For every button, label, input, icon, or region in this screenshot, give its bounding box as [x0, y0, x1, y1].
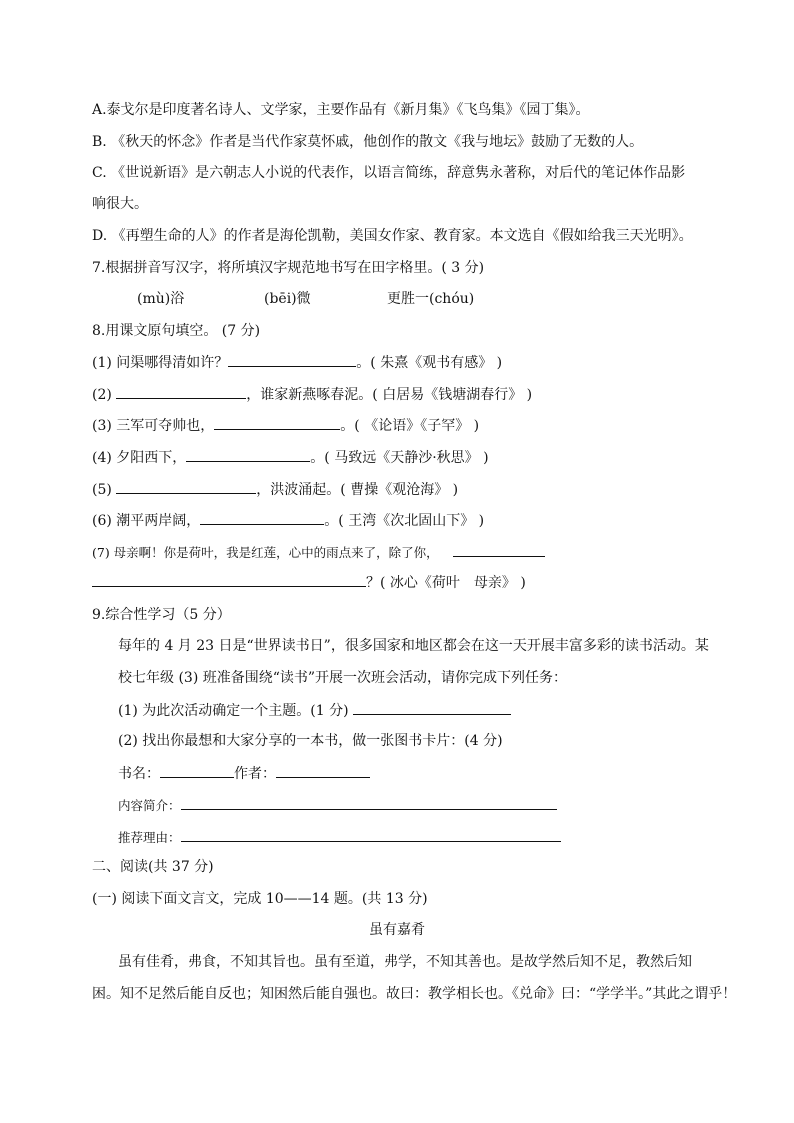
q8-line-7-pre: (7) 母亲啊！你是荷叶，我是红莲，心中的雨点来了，除了你， [92, 545, 439, 560]
section-2-subtitle: (一) 阅读下面文言文，完成 10——14 题。(共 13 分) [92, 891, 428, 907]
q9-task-2: (2) 找出你最想和大家分享的一本书，做一张图书卡片：(4 分) [118, 733, 503, 749]
q8-line-1 [92, 352, 502, 373]
answer-blank[interactable] [200, 510, 324, 525]
q8-line-3-post: 。( 《论语》《子罕》 ) [340, 418, 480, 434]
answer-blank[interactable] [228, 352, 356, 367]
q7-item-2: (bēi)微 [264, 291, 311, 307]
answer-blank[interactable] [186, 447, 310, 462]
q8-line-6-post: 。( 王湾《次北固山下》 ) [324, 513, 485, 529]
q9-reason-row [118, 827, 561, 848]
section-2-title: 二、阅读(共 37 分) [92, 859, 214, 875]
reason-blank[interactable] [181, 827, 561, 842]
q8-line-1-pre: (1) 问渠哪得清如许？ [92, 355, 229, 371]
q9-paragraph-line2: 校七年级 (3) 班准备围绕“读书”开展一次班会活动，请你完成下列任务： [118, 670, 568, 686]
passage-line2: 困。知不足然后能自反也；知困然后能自强也。故曰：教学相长也。《兑命》曰：“学学半。”其此之谓乎！ [92, 986, 737, 1002]
option-c-line1: C. 《世说新语》是六朝志人小说的代表作，以语言简练，辞意隽永著称，对后代的笔记体作品影 [92, 165, 686, 181]
q8-line-2 [92, 384, 532, 405]
q8-line-4 [92, 447, 489, 468]
q8-line-3 [92, 415, 479, 436]
reason-label: 推荐理由： [118, 830, 181, 845]
option-b: B. 《秋天的怀念》作者是当代作家莫怀戚，他创作的散文《我与地坛》鼓励了无数的人。 [92, 134, 644, 150]
q8-line-7-cont [92, 572, 526, 593]
book-name-blank[interactable] [160, 763, 234, 778]
q7-item-1: (mù)浴 [137, 291, 185, 307]
q8-line-2-pre: (2) [92, 387, 117, 403]
option-c-line2: 响很大。 [92, 196, 148, 212]
q9-title: 9.综合性学习（5 分） [92, 607, 231, 623]
q9-summary-row [118, 795, 557, 816]
passage-title: 虽有嘉肴 [369, 922, 425, 938]
q8-title: 8.用课文原句填空。 (7 分) [92, 323, 261, 339]
author-label: 作者： [234, 766, 276, 782]
q9-book-card-row [118, 763, 370, 784]
option-d: D. 《再塑生命的人》的作者是海伦凯勒，美国女作家、教育家。本文选自《假如给我三天光明》。 [92, 228, 693, 244]
author-blank[interactable] [276, 763, 370, 778]
answer-blank[interactable] [116, 479, 256, 494]
q8-line-5-post: ，洪波涌起。( 曹操《观沧海》 ) [256, 482, 459, 498]
q8-line-1-post: 。( 朱熹《观书有感》 ) [356, 355, 503, 371]
answer-blank[interactable] [92, 572, 366, 587]
option-a: A.泰戈尔是印度著名诗人、文学家，主要作品有《新月集》《飞鸟集》《园丁集》。 [92, 102, 590, 118]
answer-blank[interactable] [116, 384, 246, 399]
q9-task-1 [118, 700, 511, 721]
q8-line-6-pre: (6) 潮平两岸阔， [92, 513, 201, 529]
q8-line-7-post: ？( 冰心《荷叶 母亲》 ) [366, 575, 526, 591]
answer-blank[interactable] [353, 700, 511, 715]
q8-line-3-pre: (3) 三军可夺帅也， [92, 418, 215, 434]
summary-label: 内容简介： [118, 798, 181, 813]
book-name-label: 书名： [118, 766, 160, 782]
q8-line-6 [92, 510, 484, 531]
q8-line-4-post: 。( 马致远《天静沙·秋思》 ) [310, 450, 489, 466]
q9-paragraph-line1: 每年的 4 月 23 日是“世界读书日”，很多国家和地区都会在这一天开展丰富多彩的读书活动。某 [118, 638, 709, 654]
passage-line1: 虽有佳肴，弗食，不知其旨也。虽有至道，弗学，不知其善也。是故学然后知不足，教然后知 [118, 954, 692, 970]
q7-title: 7.根据拼音写汉字，将所填汉字规范地书写在田字格里。( 3 分) [92, 260, 485, 276]
q8-line-5-pre: (5) [92, 482, 117, 498]
q8-line-2-post: ，谁家新燕啄春泥。( 白居易《钱塘湖春行》 ) [246, 387, 533, 403]
q7-item-3: 更胜一(chóu) [387, 291, 475, 307]
q8-line-7 [92, 542, 545, 563]
summary-blank[interactable] [181, 795, 557, 810]
q9-task-1-text: (1) 为此次活动确定一个主题。(1 分) [118, 703, 349, 719]
q8-line-5 [92, 479, 458, 500]
q8-line-4-pre: (4) 夕阳西下， [92, 450, 187, 466]
answer-blank[interactable] [214, 415, 340, 430]
answer-blank[interactable] [453, 542, 545, 557]
